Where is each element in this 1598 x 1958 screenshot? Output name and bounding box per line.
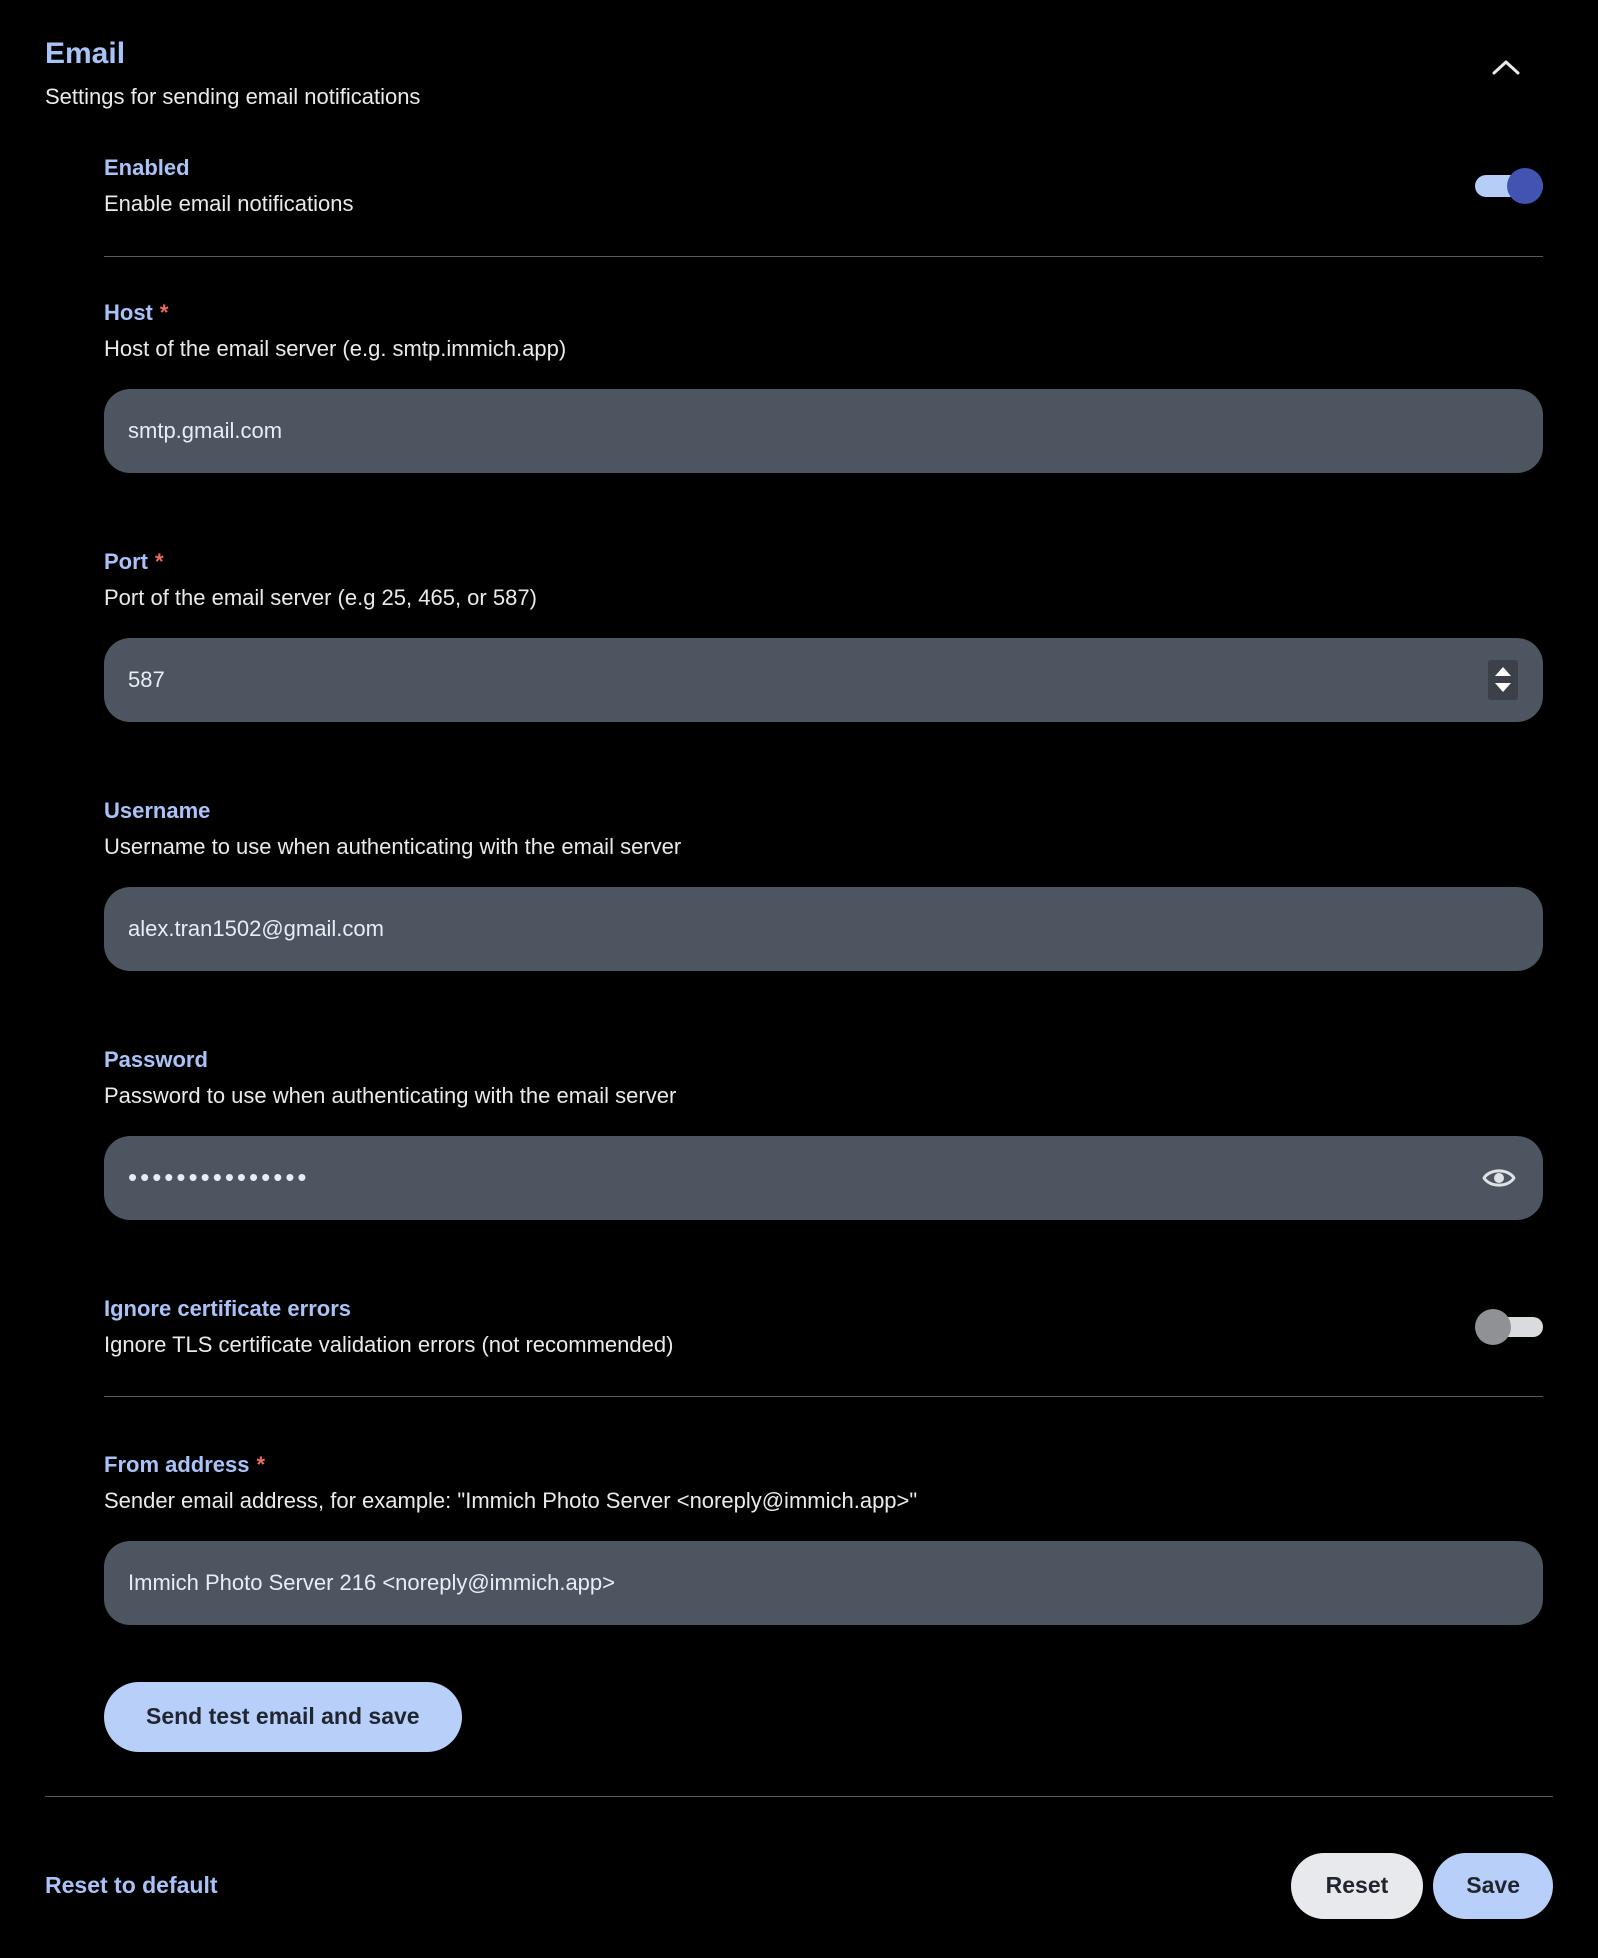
- reset-to-default-link[interactable]: Reset to default: [45, 1872, 218, 1898]
- username-input[interactable]: [104, 887, 1543, 971]
- divider: [104, 1396, 1543, 1397]
- port-input[interactable]: [104, 638, 1543, 722]
- page-subtitle: Settings for sending email notifications: [45, 83, 421, 109]
- toggle-password-visibility-button[interactable]: [1481, 1164, 1517, 1192]
- host-input[interactable]: [104, 389, 1543, 473]
- from-address-input-wrap: [104, 1541, 1543, 1625]
- from-address-description: Sender email address, for example: "Immich Photo Server <noreply@immich.app>": [104, 1488, 918, 1513]
- enabled-label: Enabled: [104, 154, 190, 180]
- required-asterisk: *: [155, 548, 164, 574]
- eye-icon: [1481, 1164, 1517, 1192]
- send-test-email-button[interactable]: Send test email and save: [104, 1682, 462, 1752]
- ignore-cert-labels: [104, 1295, 673, 1359]
- chevron-up-icon: [1491, 58, 1521, 76]
- port-label-text: Port: [104, 548, 148, 574]
- required-asterisk: *: [256, 1451, 266, 1477]
- from-address-field-group: [104, 1451, 1543, 1625]
- port-input-wrap: [104, 638, 1543, 722]
- host-label-text: Host: [104, 299, 153, 325]
- username-field-group: [104, 797, 1543, 971]
- password-label: Password: [104, 1046, 208, 1072]
- panel-header: [45, 38, 1553, 110]
- toggle-knob: [1507, 168, 1543, 204]
- host-field-group: [104, 299, 1543, 473]
- save-button[interactable]: Save: [1433, 1853, 1553, 1919]
- port-field-group: [104, 548, 1543, 722]
- enabled-description: Enable email notifications: [104, 191, 354, 216]
- from-address-label: [104, 1451, 1543, 1479]
- password-field-group: [104, 1046, 1543, 1220]
- reset-button[interactable]: Reset: [1291, 1853, 1424, 1919]
- divider: [104, 256, 1543, 257]
- required-asterisk: *: [159, 299, 169, 325]
- ignore-cert-label: Ignore certificate errors: [104, 1295, 351, 1321]
- footer-buttons: [1291, 1853, 1553, 1919]
- ignore-cert-setting-row: [104, 1295, 1543, 1359]
- password-input-wrap: [104, 1136, 1543, 1220]
- toggle-knob: [1475, 1309, 1511, 1345]
- from-address-label-text: From address: [104, 1451, 250, 1477]
- enabled-labels: [104, 154, 353, 218]
- host-description: Host of the email server (e.g. smtp.immich.app): [104, 336, 567, 361]
- enabled-toggle[interactable]: [1475, 167, 1543, 205]
- stepper-up-icon[interactable]: [1495, 667, 1511, 676]
- footer-bar: [45, 1853, 1553, 1919]
- ignore-cert-description: Ignore TLS certificate validation errors (not recommended): [104, 1332, 674, 1357]
- panel-header-text: [45, 38, 420, 110]
- username-label: Username: [104, 797, 211, 823]
- stepper-down-icon[interactable]: [1495, 683, 1511, 692]
- enabled-setting-row: [104, 154, 1543, 218]
- page-title: Email: [45, 37, 126, 70]
- username-input-wrap: [104, 887, 1543, 971]
- password-input[interactable]: [104, 1136, 1543, 1220]
- host-label: [104, 299, 1543, 327]
- port-label: [104, 548, 1543, 576]
- host-input-wrap: [104, 389, 1543, 473]
- port-description: Port of the email server (e.g 25, 465, or 587): [104, 585, 537, 610]
- username-description: Username to use when authenticating with the email server: [104, 834, 682, 859]
- collapse-section-button[interactable]: [1491, 58, 1521, 76]
- settings-content: [104, 154, 1543, 1752]
- from-address-input[interactable]: [104, 1541, 1543, 1625]
- port-stepper[interactable]: [1488, 660, 1518, 700]
- divider: [45, 1796, 1553, 1797]
- ignore-cert-toggle[interactable]: [1475, 1308, 1543, 1346]
- password-description: Password to use when authenticating with the email server: [104, 1083, 677, 1108]
